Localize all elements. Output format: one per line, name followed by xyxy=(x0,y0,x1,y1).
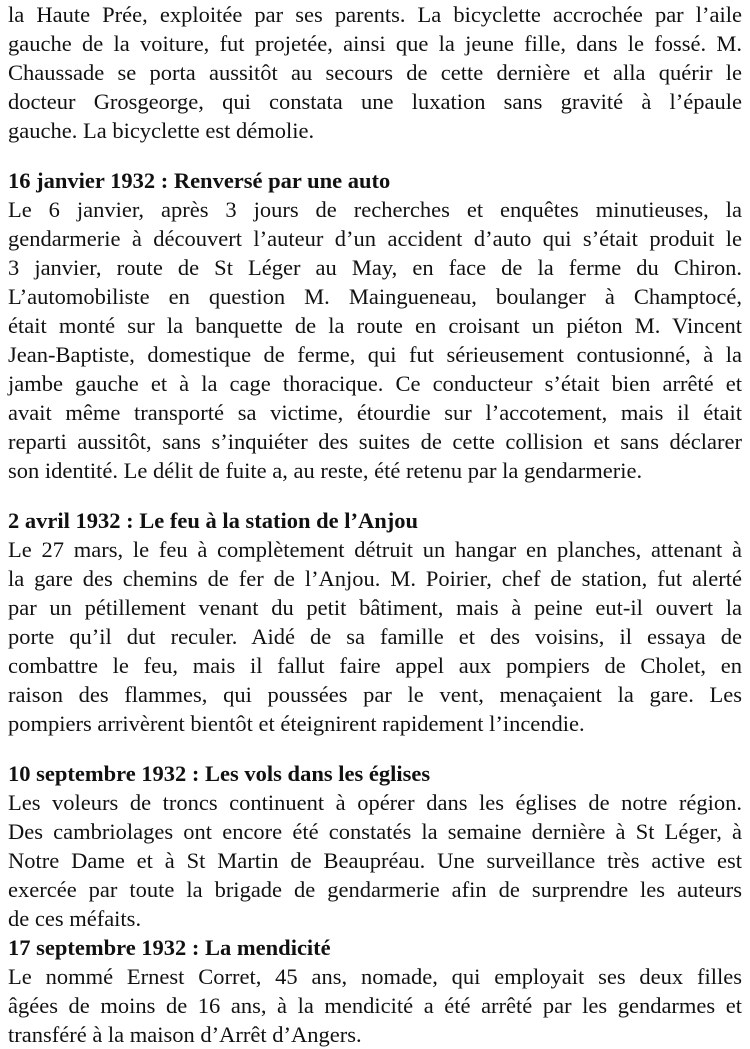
text-line: Des cambriolages ont encore été constatés la semaine dernière à St Léger, à xyxy=(8,819,742,844)
text-line: avait même transporté sa victime, étourdie sur l’accotement, mais il était xyxy=(8,400,742,425)
text-line: transféré à la maison d’Arrêt d’Angers. xyxy=(8,1022,362,1047)
text-line: par un pétillement venant du petit bâtiment, mais à peine eut-il ouvert la xyxy=(8,595,742,620)
text-line: gauche. La bicyclette est démolie. xyxy=(8,118,315,143)
text-line: raison des flammes, qui poussées par le vent, menaçaient la gare. Les xyxy=(8,682,742,707)
text-line: combattre le feu, mais il fallut faire appel aux pompiers de Cholet, en xyxy=(8,653,742,678)
text-line: Le 27 mars, le feu à complètement détruit un hangar en planches, attenant à xyxy=(8,537,742,562)
text-line: Le 6 janvier, après 3 jours de recherches et enquêtes minutieuses, la xyxy=(8,197,742,222)
text-line: était monté sur la banquette de la route en croisant un piéton M. Vincent xyxy=(8,313,742,338)
text-line: la Haute Prée, exploitée par ses parents. La bicyclette accrochée par l’aile xyxy=(8,2,742,27)
text-line: reparti aussitôt, sans s’inquiéter des suites de cette collision et sans déclarer xyxy=(8,429,742,454)
article-heading: 10 septembre 1932 : Les vols dans les églises xyxy=(8,761,431,786)
text-line: gauche de la voiture, fut projetée, ainsi que la jeune fille, dans le fossé. M. xyxy=(8,31,742,56)
text-line: de ces méfaits. xyxy=(8,906,142,931)
text-line: âgées de moins de 16 ans, à la mendicité a été arrêté par les gendarmes et xyxy=(8,993,742,1018)
text-line: Chaussade se porta aussitôt au secours de cette dernière et alla quérir le xyxy=(8,60,742,85)
text-line: 3 janvier, route de St Léger au May, en face de la ferme du Chiron. xyxy=(8,255,742,280)
text-line: pompiers arrivèrent bientôt et éteignirent rapidement l’incendie. xyxy=(8,711,585,736)
text-line: Le nommé Ernest Corret, 45 ans, nomade, qui employait ses deux filles xyxy=(8,964,742,989)
text-line: son identité. Le délit de fuite a, au reste, été retenu par la gendarmerie. xyxy=(8,458,643,483)
text-line: docteur Grosgeorge, qui constata une luxation sans gravité à l’épaule xyxy=(8,89,742,114)
text-line: gendarmerie à découvert l’auteur d’un accident d’auto qui s’était produit le xyxy=(8,226,742,251)
article-heading: 17 septembre 1932 : La mendicité xyxy=(8,935,331,960)
article-heading: 2 avril 1932 : Le feu à la station de l’Anjou xyxy=(8,508,418,533)
text-line: exercée par toute la brigade de gendarmerie afin de surprendre les auteurs xyxy=(8,877,742,902)
text-line: la gare des chemins de fer de l’Anjou. M. Poirier, chef de station, fut alerté xyxy=(8,566,742,591)
text-line: Notre Dame et à St Martin de Beaupréau. Une surveillance très active est xyxy=(8,848,742,873)
text-line: porte qu’il dut reculer. Aidé de sa famille et des voisins, il essaya de xyxy=(8,624,742,649)
text-line: Jean-Baptiste, domestique de ferme, qui fut sérieusement contusionné, à la xyxy=(8,342,742,367)
article-heading: 16 janvier 1932 : Renversé par une auto xyxy=(8,168,391,193)
text-line: jambe gauche et à la cage thoracique. Ce conducteur s’était bien arrêté et xyxy=(8,371,742,396)
text-line: L’automobiliste en question M. Maingueneau, boulanger à Champtocé, xyxy=(8,284,742,309)
text-line: Les voleurs de troncs continuent à opérer dans les églises de notre région. xyxy=(8,790,742,815)
